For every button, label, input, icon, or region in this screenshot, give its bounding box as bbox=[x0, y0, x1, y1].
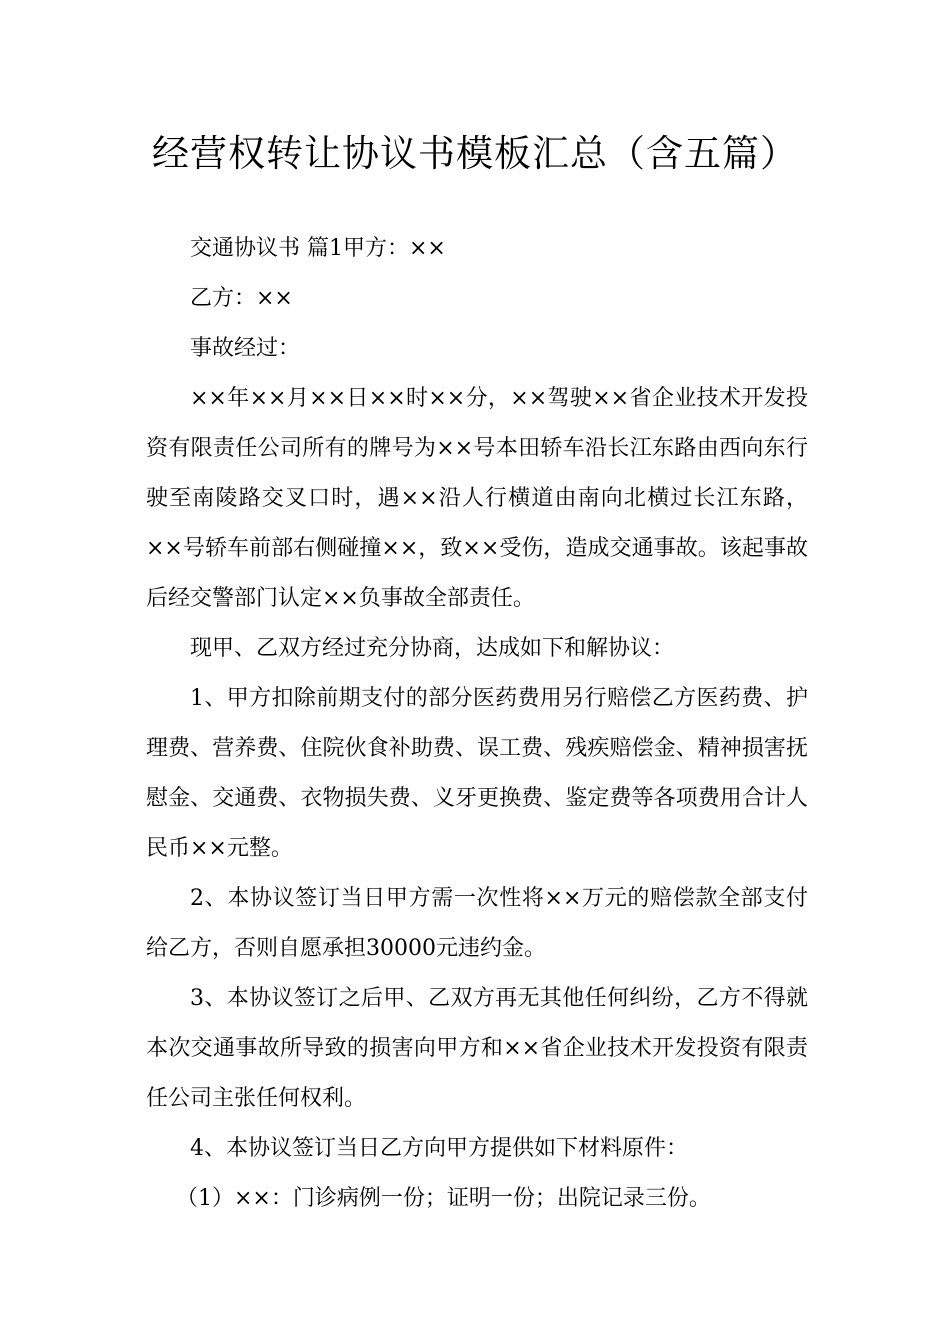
paragraph-clause-1: 1、甲方扣除前期支付的部分医药费用另行赔偿乙方医药费、护理费、营养费、住院伙食补助费、误工费、残疾赔偿金、精神损害抚慰金、交通费、衣物损失费、义牙更换费、鉴定费等各项费用合计人民币××元整。 bbox=[146, 686, 808, 861]
paragraph-accident-details: ××年××月××日××时××分，××驾驶××省企业技术开发投资有限责任公司所有的牌号为××号本田轿车沿长江东路由西向东行驶至南陵路交叉口时，遇××沿人行横道由南向北横过长江东路，××号轿车前部右侧碰撞××，致××受伤，造成交通事故。该起事故后经交警部门认定××负事故全部责任。 bbox=[146, 386, 808, 611]
paragraph-agreement-intro: 现甲、乙双方经过充分协商，达成如下和解协议： bbox=[190, 636, 675, 661]
paragraph-clause-4: 4、本协议签订当日乙方向甲方提供如下材料原件： bbox=[190, 1136, 688, 1161]
paragraph-accident-label: 事故经过： bbox=[190, 336, 301, 361]
paragraph-clause-3: 3、本协议签订之后甲、乙双方再无其他任何纠纷，乙方不得就本次交通事故所导致的损害向甲方和××省企业技术开发投资有限责任公司主张任何权利。 bbox=[146, 986, 808, 1111]
paragraph-clause-2: 2、本协议签订当日甲方需一次性将××万元的赔偿款全部支付给乙方，否则自愿承担30000元违约金。 bbox=[146, 886, 808, 961]
document-body bbox=[146, 224, 808, 1224]
document-title: 经营权转让协议书模板汇总（含五篇） bbox=[152, 132, 798, 175]
paragraph-clause-4-item-1: （1）××：门诊病例一份；证明一份；出院记录三份。 bbox=[176, 1186, 711, 1211]
paragraph-party-b: 乙方：×× bbox=[190, 286, 293, 311]
paragraph-heading: 交通协议书 篇1甲方：×× bbox=[190, 236, 446, 261]
